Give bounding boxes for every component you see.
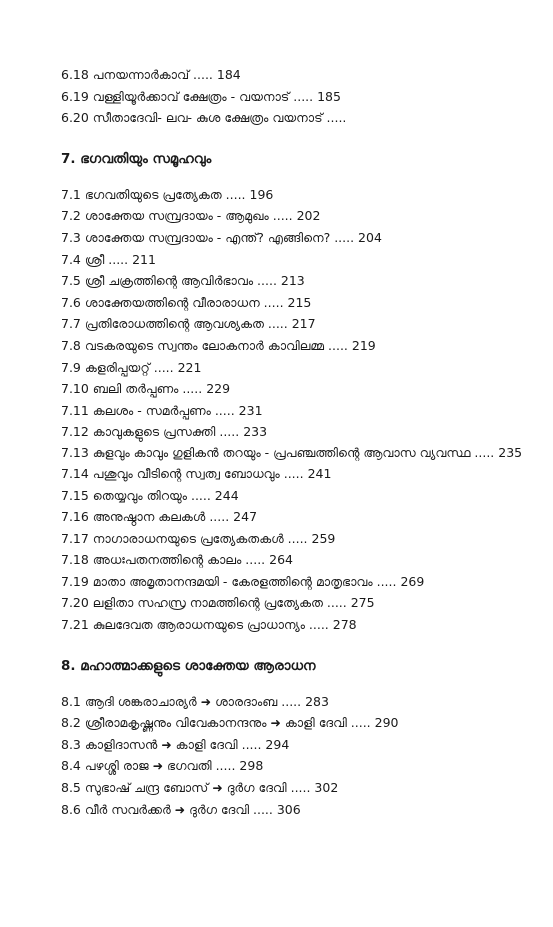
toc-entry: 7.3 ശാക്തേയ സമ്പ്രദായം - എന്ത്? എങ്ങിനെ? ..... 204	[61, 229, 382, 245]
toc-entry: 8.4 പഴശ്ശി രാജ ➜ ഭഗവതി ..... 298	[61, 758, 264, 774]
toc-entry: 7.1 ഭഗവതിയുടെ പ്രത്യേകത ..... 196	[61, 186, 274, 202]
toc-entry: 6.19 വള്ളിയൂർക്കാവ് ക്ഷേത്രം - വയനാട് ..... 185	[61, 88, 341, 104]
section-7-list	[61, 184, 541, 636]
table-of-contents	[61, 64, 541, 820]
toc-entry: 7.13 കുളവും കാവും ഗുളികൻ തറയും - പ്രപഞ്ചത്തിന്റെ ആവാസ വ്യവസ്ഥ ..... 235	[61, 444, 523, 460]
toc-entry: 7.9 കളരിപ്പയറ്റ് ..... 221	[61, 359, 202, 375]
toc-entry: 7.2 ശാക്തേയ സമ്പ്രദായം - ആമുഖം ..... 202	[61, 208, 321, 224]
toc-entry: 7.21 കുലദേവത ആരാധനയുടെ പ്രാധാന്യം ..... 278	[61, 617, 357, 633]
toc-entry: 7.18 അധഃപതനത്തിന്റെ കാലം ..... 264	[61, 552, 293, 568]
toc-entry: 7.11 കലശം - സമർപ്പണം ..... 231	[61, 402, 263, 418]
toc-entry: 6.18 പനയന്നാർകാവ് ..... 184	[61, 67, 241, 82]
toc-entry: 8.2 ശ്രീരാമകൃഷ്ണനും വിവേകാനന്ദനും ➜ കാളി ദേവി ..... 290	[61, 715, 399, 731]
toc-entry: 7.8 വടകരയുടെ സ്വന്തം ലോകനാർ കാവിലമ്മ ..... 219	[61, 337, 376, 353]
toc-entry: 8.5 സുഭാഷ് ചന്ദ്ര ബോസ് ➜ ദുർഗ ദേവി ..... 302	[61, 780, 339, 796]
toc-entry: 6.20 സീതാദേവി- ലവ- കുശ ക്ഷേത്രം വയനാട് .....	[61, 110, 347, 126]
toc-entry: 8.3 കാളിദാസൻ ➜ കാളി ദേവി ..... 294	[61, 736, 290, 752]
toc-entry: 7.17 നാഗാരാധനയുടെ പ്രത്യേകതകൾ ..... 259	[61, 530, 336, 546]
toc-entry: 7.7 പ്രതിരോധത്തിന്റെ ആവശ്യകത ..... 217	[61, 316, 316, 332]
section-6-tail	[61, 64, 541, 129]
toc-entry: 7.10 ബലി തർപ്പണം ..... 229	[61, 381, 231, 397]
toc-entry: 7.15 തെയ്യവും തിറയും ..... 244	[61, 487, 239, 503]
toc-entry: 7.20 ലളിതാ സഹസ്ര നാമത്തിന്റെ പ്രത്യേകത ..... 275	[61, 595, 375, 611]
toc-entry: 7.4 ശ്രീ ..... 211	[61, 251, 156, 267]
section-heading: 8. മഹാത്മാക്കളുടെ ശാക്തേയ ആരാധന	[61, 657, 316, 674]
toc-entry: 7.16 അനുഷ്ഠാന കലകൾ ..... 247	[61, 509, 258, 525]
toc-entry: 7.6 ശാക്തേയത്തിന്റെ വീരാരാധന ..... 215	[61, 294, 312, 310]
toc-entry: 8.1 ആദി ശങ്കരാചാര്യർ ➜ ശാരദാംബ ..... 283	[61, 693, 329, 709]
toc-entry: 8.6 വീർ സവർക്കർ ➜ ദുർഗ ദേവി ..... 306	[61, 801, 301, 817]
toc-entry: 7.14 പശുവും വീടിന്റെ സ്വത്വ ബോധവും ..... 241	[61, 465, 332, 481]
toc-entry: 7.19 മാതാ അമൃതാനന്ദമയി - കേരളത്തിന്റെ മാതൃഭാവം ..... 269	[61, 573, 425, 589]
section-heading: 7. ഭഗവതിയും സമൂഹവും	[61, 150, 212, 167]
section-8-list	[61, 691, 541, 821]
toc-entry: 7.12 കാവുകളുടെ പ്രസക്തി ..... 233	[61, 424, 268, 440]
toc-entry: 7.5 ശ്രീ ചക്രത്തിന്റെ ആവിർഭാവം ..... 213	[61, 273, 305, 289]
